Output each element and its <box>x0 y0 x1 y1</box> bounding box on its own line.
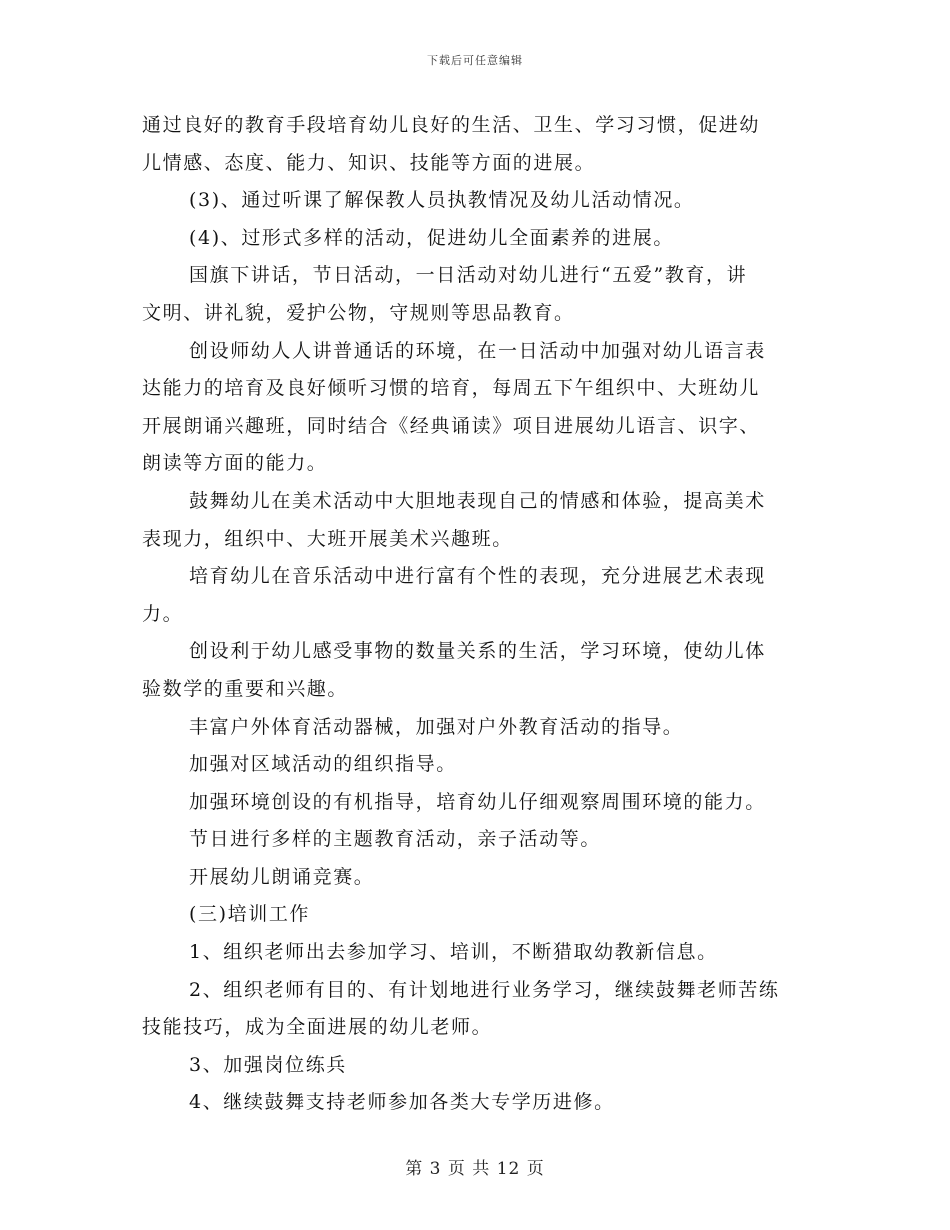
section-heading: (三)培训工作 <box>189 903 311 926</box>
body-line: 技能技巧，成为全面进展的幼儿老师。 <box>142 1016 493 1039</box>
page-number: 第 3 页 共 12 页 <box>405 1159 545 1179</box>
body-line: 儿情感、态度、能力、知识、技能等方面的进展。 <box>142 151 596 174</box>
body-line: 表现力，组织中、大班开展美术兴趣班。 <box>142 527 513 550</box>
body-line: 力。 <box>142 602 184 625</box>
body-line: 验数学的重要和兴趣。 <box>142 677 349 700</box>
body-line: (3)、通过听课了解保教人员执教情况及幼儿活动情况。 <box>189 189 695 212</box>
body-line: 4、继续鼓舞支持老师参加各类大专学历进修。 <box>189 1091 615 1114</box>
body-line: 通过良好的教育手段培育幼儿良好的生活、卫生、学习习惯，促进幼 <box>142 114 761 136</box>
body-line: 国旗下讲话，节日活动，一日活动对幼儿进行“五爱”教育，讲 <box>189 264 748 287</box>
body-line: 朗读等方面的能力。 <box>142 452 328 475</box>
body-line: 丰富户外体育活动器械，加强对户外教育活动的指导。 <box>189 715 684 738</box>
body-line: 达能力的培育及良好倾听习惯的培育，每周五下午组织中、大班幼儿 <box>142 377 761 400</box>
page-header: 下载后可任意编辑 <box>427 54 523 67</box>
body-line: 开展幼儿朗诵竞赛。 <box>189 865 375 888</box>
body-line: 节日进行多样的主题教育活动，亲子活动等。 <box>189 828 602 851</box>
body-line: 鼓舞幼儿在美术活动中大胆地表现自己的情感和体验，提高美术 <box>189 489 766 512</box>
body-line: 加强环境创设的有机指导，培育幼儿仔细观察周围环境的能力。 <box>189 790 766 813</box>
body-line: 文明、讲礼貌，爱护公物，守规则等思品教育。 <box>142 301 575 324</box>
body-line: 2、组织老师有目的、有计划地进行业务学习，继续鼓舞老师苦练 <box>189 978 780 1001</box>
body-line: 开展朗诵兴趣班，同时结合《经典诵读》项目进展幼儿语言、识字、 <box>142 414 761 437</box>
body-line: 1、组织老师出去参加学习、培训，不断猎取幼教新信息。 <box>189 941 718 964</box>
document-body <box>142 107 810 1122</box>
body-line: 3、加强岗位练兵 <box>189 1053 347 1076</box>
body-line: 创设利于幼儿感受事物的数量关系的生活，学习环境，使幼儿体 <box>189 640 766 663</box>
body-line: 培育幼儿在音乐活动中进行富有个性的表现，充分进展艺术表现 <box>189 565 766 588</box>
body-line: 创设师幼人人讲普通话的环境，在一日活动中加强对幼儿语言表 <box>189 339 766 362</box>
body-line: (4)、过形式多样的活动，促进幼儿全面素养的进展。 <box>189 226 674 249</box>
body-line: 加强对区域活动的组织指导。 <box>189 753 457 776</box>
